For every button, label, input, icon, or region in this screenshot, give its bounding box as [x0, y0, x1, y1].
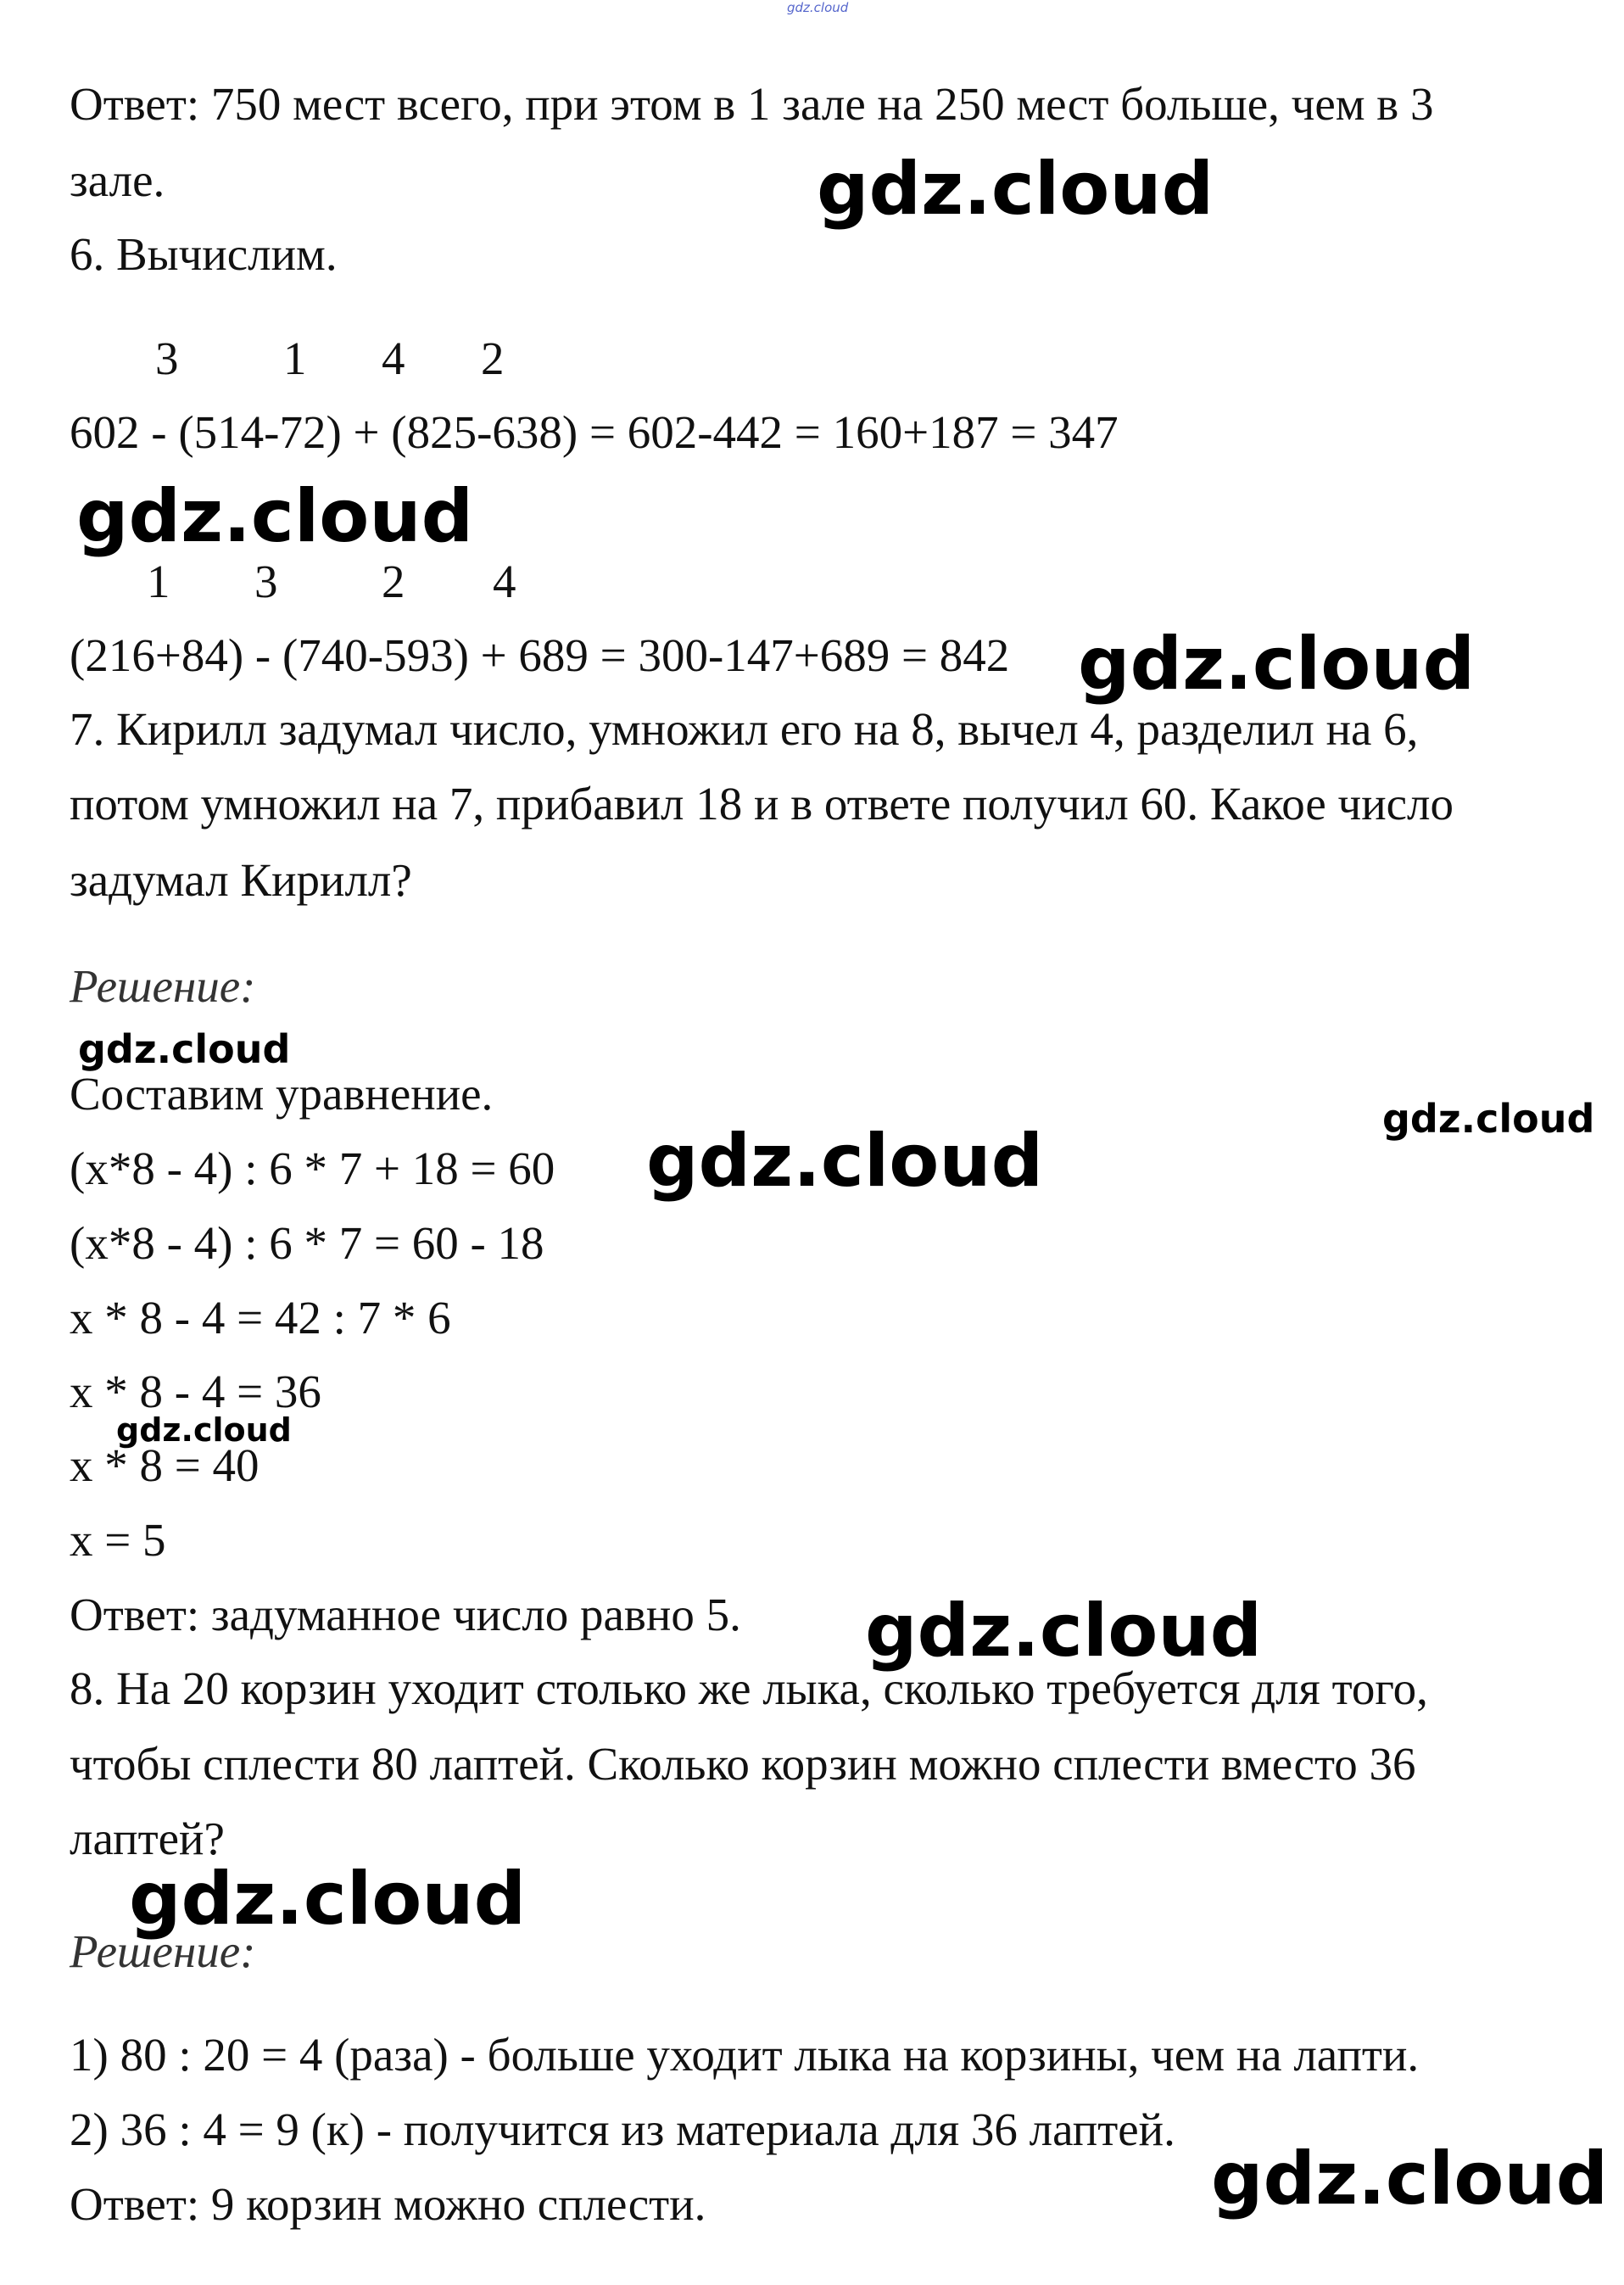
- watermark: gdz.cloud: [76, 474, 474, 559]
- watermark: gdz.cloud: [1211, 2137, 1609, 2221]
- task8-step-2: 2) 36 : 4 = 9 (к) - получится из материала для 36 лаптей.: [70, 2103, 1175, 2155]
- task6-title: 6. Вычислим.: [70, 228, 338, 280]
- watermark-top: gdz.cloud: [787, 0, 849, 15]
- watermark: gdz.cloud: [646, 1119, 1044, 1204]
- order-number: 3: [155, 332, 179, 384]
- task8-solution-label: Решение:: [70, 1925, 256, 1977]
- task7-question-line3: задумал Кирилл?: [70, 854, 412, 906]
- watermark: gdz.cloud: [865, 1589, 1263, 1673]
- order-number: 1: [147, 556, 170, 607]
- task6-expression-2: (216+84) - (740-593) + 689 = 300-147+689 = 842: [70, 629, 1010, 681]
- order-number: 4: [382, 332, 405, 384]
- order-number: 1: [283, 332, 307, 384]
- order-number: 2: [481, 332, 505, 384]
- watermark: gdz.cloud: [817, 147, 1214, 232]
- order-number: 4: [493, 556, 516, 607]
- watermark: gdz.cloud: [78, 1026, 291, 1072]
- task5-answer-line2: зале.: [70, 154, 165, 206]
- task8-question-line1: 8. На 20 корзин уходит столько же лыка, сколько требуется для того,: [70, 1662, 1428, 1714]
- order-number: 2: [382, 556, 405, 607]
- equation-step: x * 8 - 4 = 36: [70, 1366, 321, 1417]
- watermark: gdz.cloud: [129, 1857, 527, 1941]
- equation-step: (x*8 - 4) : 6 * 7 + 18 = 60: [70, 1142, 555, 1194]
- task7-solution-label: Решение:: [70, 960, 256, 1012]
- task5-answer-line1: Ответ: 750 мест всего, при этом в 1 зале на 250 мест больше, чем в 3: [70, 78, 1434, 130]
- order-number: 3: [254, 556, 278, 607]
- task7-question-line2: потом умножил на 7, прибавил 18 и в ответе получил 60. Какое число: [70, 778, 1454, 830]
- task6-expression-1: 602 - (514-72) + (825-638) = 602-442 = 160+187 = 347: [70, 406, 1119, 458]
- equation-step: x * 8 = 40: [70, 1439, 260, 1491]
- task7-question-line1: 7. Кирилл задумал число, умножил его на 8, вычел 4, разделил на 6,: [70, 703, 1419, 755]
- watermark: gdz.cloud: [116, 1411, 292, 1449]
- watermark: gdz.cloud: [1382, 1096, 1595, 1142]
- watermark: gdz.cloud: [1078, 622, 1476, 707]
- task8-question-line3: лаптей?: [70, 1813, 225, 1864]
- task7-intro: Составим уравнение.: [70, 1068, 494, 1120]
- equation-step: x = 5: [70, 1514, 166, 1566]
- task8-answer: Ответ: 9 корзин можно сплести.: [70, 2178, 706, 2230]
- task8-step-1: 1) 80 : 20 = 4 (раза) - больше уходит лыка на корзины, чем на лапти.: [70, 2029, 1420, 2081]
- equation-step: (x*8 - 4) : 6 * 7 = 60 - 18: [70, 1217, 544, 1269]
- task7-answer: Ответ: задуманное число равно 5.: [70, 1589, 741, 1640]
- task8-question-line2: чтобы сплести 80 лаптей. Сколько корзин можно сплести вместо 36: [70, 1738, 1416, 1790]
- equation-step: x * 8 - 4 = 42 : 7 * 6: [70, 1292, 451, 1344]
